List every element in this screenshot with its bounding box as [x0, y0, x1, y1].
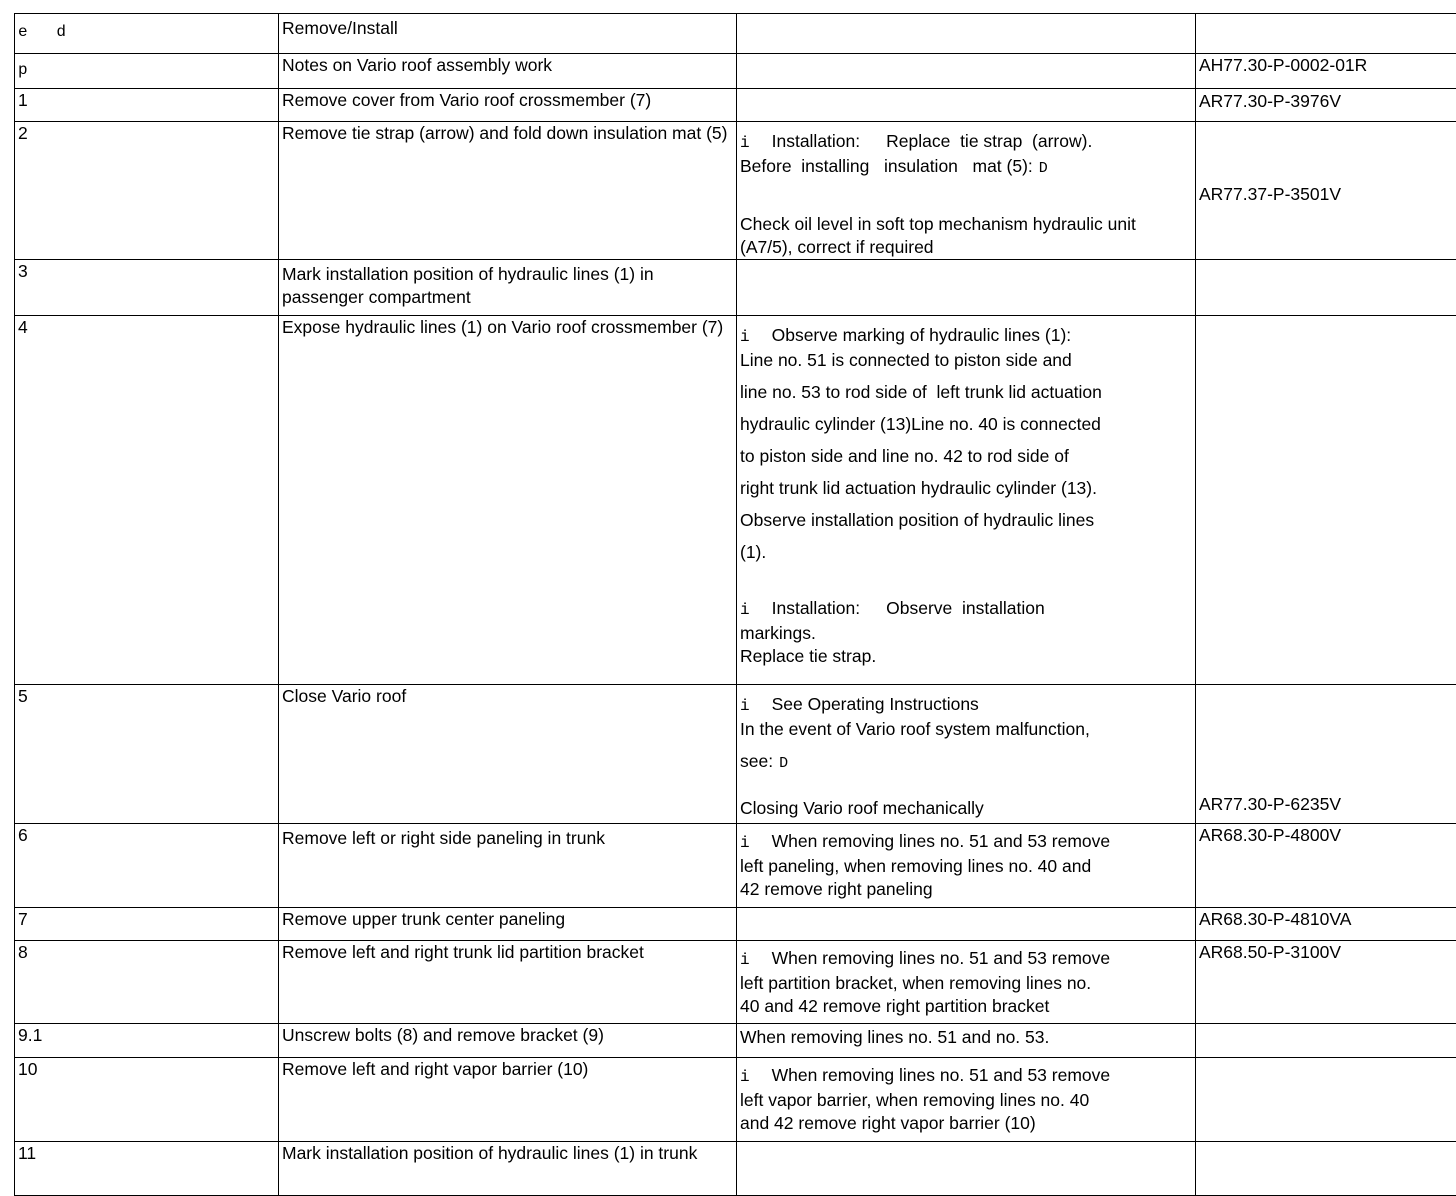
note-text: 42 remove right paneling [740, 879, 933, 899]
note-line [740, 718, 1191, 741]
step-description [279, 824, 737, 908]
description-text: Remove/Install [282, 18, 398, 38]
description-text: Close Vario roof [282, 686, 406, 706]
step-number [15, 14, 279, 54]
reference-cell [1196, 1058, 1456, 1142]
step-number [15, 54, 279, 89]
step-number [15, 824, 279, 908]
table-row [15, 1058, 1456, 1142]
step-description [279, 1142, 737, 1196]
info-label: See Operating Instructions [772, 694, 979, 714]
note-line [740, 622, 1191, 645]
document-link-icon[interactable]: D [1039, 160, 1048, 177]
description-text: Remove upper trunk center paneling [282, 909, 565, 929]
step-description [279, 54, 737, 89]
note-text: Closing Vario roof mechanically [740, 798, 984, 818]
info-label: Observe marking of hydraulic lines (1): [772, 325, 1072, 345]
step-notes [737, 14, 1196, 54]
info-label: When removing lines no. 51 and 53 remove [772, 948, 1111, 968]
info-icon: i [740, 328, 750, 346]
note-text: Line no. 51 is connected to piston side and [740, 350, 1072, 370]
step-number [15, 1024, 279, 1058]
reference-link[interactable]: AR77.30-P-6235V [1199, 793, 1456, 816]
step-description [279, 260, 737, 316]
reference-link[interactable]: AH77.30-P-0002-01R [1199, 54, 1456, 77]
step-description [279, 941, 737, 1024]
note-text: Before installing insulation mat (5): [740, 156, 1033, 176]
info-note [740, 597, 1191, 622]
info-note [740, 1064, 1191, 1089]
step-description [279, 1058, 737, 1142]
description-text: Mark installation position of hydraulic lines (1) in trunk [282, 1143, 697, 1163]
info-icon: i [740, 697, 750, 715]
note-line [740, 1089, 1191, 1112]
step-label: 4 [18, 317, 28, 337]
reference-cell [1196, 908, 1456, 941]
step-number [15, 89, 279, 122]
step-number [15, 685, 279, 824]
note-line [740, 972, 1191, 995]
note-text: Replace tie strap. [740, 646, 876, 666]
step-label: 9.1 [18, 1025, 42, 1045]
info-label: When removing lines no. 51 and 53 remove [772, 1065, 1111, 1085]
info-label: Installation: [772, 598, 861, 618]
table-row [15, 824, 1456, 908]
info-icon: i [740, 1068, 750, 1086]
reference-link[interactable]: AR68.50-P-3100V [1199, 941, 1456, 964]
note-text: left partition bracket, when removing lines no. [740, 973, 1091, 993]
description-text: Remove left and right trunk lid partition bracket [282, 942, 644, 962]
description-text: Mark installation position of hydraulic lines (1) in passenger compartment [282, 264, 654, 307]
info-label: When removing lines no. 51 and 53 remove [772, 831, 1111, 851]
reference-cell [1196, 89, 1456, 122]
note-line [740, 995, 1191, 1018]
table-row [15, 685, 1456, 824]
note-text: hydraulic cylinder (13)Line no. 40 is connected [740, 414, 1101, 434]
note-line [740, 797, 1191, 820]
step-label: 5 [18, 686, 28, 706]
step-notes [737, 1058, 1196, 1142]
note-text: In the event of Vario roof system malfunction, [740, 719, 1090, 739]
note-text: Observe installation position of hydraulic lines [740, 510, 1094, 530]
table-row [15, 1142, 1456, 1196]
note-line [740, 855, 1191, 878]
step-notes [737, 260, 1196, 316]
table-row [15, 89, 1456, 122]
note-text: When removing lines no. 51 and no. 53. [740, 1027, 1049, 1047]
note-line [740, 878, 1191, 901]
step-description [279, 122, 737, 260]
info-note [740, 324, 1191, 349]
reference-cell [1196, 316, 1456, 685]
table-row [15, 316, 1456, 685]
step-notes [737, 941, 1196, 1024]
step-label: 2 [18, 123, 28, 143]
step-number [15, 908, 279, 941]
step-notes [737, 908, 1196, 941]
note-text: left vapor barrier, when removing lines no. 40 [740, 1090, 1089, 1110]
step-number [15, 122, 279, 260]
note-line [740, 1112, 1191, 1135]
note-text: left paneling, when removing lines no. 40 and [740, 856, 1091, 876]
step-notes [737, 1142, 1196, 1196]
info-note [740, 947, 1191, 972]
step-notes [737, 316, 1196, 685]
note-line [740, 541, 1191, 564]
step-notes [737, 122, 1196, 260]
info-label: Installation: [772, 131, 861, 151]
info-icon: i [740, 134, 750, 152]
reference-link[interactable]: AR77.37-P-3501V [1199, 183, 1456, 206]
step-description [279, 1024, 737, 1058]
step-number [15, 941, 279, 1024]
note-line [740, 1026, 1191, 1049]
description-text: Expose hydraulic lines (1) on Vario roof crossmember (7) [282, 317, 723, 337]
step-number [15, 260, 279, 316]
reference-cell [1196, 122, 1456, 260]
step-number [15, 1142, 279, 1196]
step-description [279, 14, 737, 54]
info-note [740, 130, 1191, 155]
note-text: 40 and 42 remove right partition bracket [740, 996, 1049, 1016]
step-notes [737, 89, 1196, 122]
step-notes [737, 824, 1196, 908]
reference-cell [1196, 14, 1456, 54]
note-line [740, 645, 1191, 668]
note-text: and 42 remove right vapor barrier (10) [740, 1113, 1036, 1133]
note-line [740, 213, 1191, 259]
note-line [740, 509, 1191, 532]
info-icon: i [740, 834, 750, 852]
step-description [279, 316, 737, 685]
reference-cell [1196, 824, 1456, 908]
reference-cell [1196, 941, 1456, 1024]
note-text: see: [740, 751, 773, 771]
step-description [279, 685, 737, 824]
step-description [279, 908, 737, 941]
step-label: 10 [18, 1059, 37, 1079]
note-text: markings. [740, 623, 816, 643]
reference-cell [1196, 260, 1456, 316]
note-line [740, 477, 1191, 500]
description-text: Remove left and right vapor barrier (10) [282, 1059, 588, 1079]
note-text: (1). [740, 542, 766, 562]
note-line [740, 750, 1191, 775]
step-label: 6 [18, 825, 28, 845]
description-text: Remove tie strap (arrow) and fold down insulation mat (5) [282, 123, 727, 143]
note-text: line no. 53 to rod side of left trunk lid actuation [740, 382, 1102, 402]
info-icon: i [740, 601, 750, 619]
step-label: 8 [18, 942, 28, 962]
note-line [740, 349, 1191, 372]
step-description [279, 89, 737, 122]
step-label: 7 [18, 909, 28, 929]
note-text: right trunk lid actuation hydraulic cylinder (13). [740, 478, 1097, 498]
description-text: Notes on Vario roof assembly work [282, 55, 552, 75]
note-text: Observe installation [886, 598, 1045, 618]
info-icon: i [740, 951, 750, 969]
step-label: p [18, 59, 28, 82]
step-number [15, 316, 279, 685]
note-line [740, 381, 1191, 404]
description-text: Remove left or right side paneling in trunk [282, 828, 605, 848]
reference-cell [1196, 54, 1456, 89]
reference-cell [1196, 1024, 1456, 1058]
procedure-table [14, 13, 1456, 1196]
note-line [740, 413, 1191, 436]
step-number [15, 1058, 279, 1142]
note-line [740, 445, 1191, 468]
table-row [15, 260, 1456, 316]
table-row [15, 14, 1456, 54]
note-text: to piston side and line no. 42 to rod side of [740, 446, 1069, 466]
description-text: Unscrew bolts (8) and remove bracket (9) [282, 1025, 604, 1045]
note-line [740, 155, 1191, 180]
reference-link[interactable]: AR68.30-P-4800V [1199, 824, 1456, 847]
info-note [740, 693, 1191, 718]
description-text: Remove cover from Vario roof crossmember (7) [282, 90, 651, 110]
step-label: 1 [18, 90, 28, 110]
document-link-icon[interactable]: D [779, 755, 788, 772]
reference-link[interactable]: AR77.30-P-3976V [1199, 90, 1456, 113]
table-row [15, 1024, 1456, 1058]
step-notes [737, 54, 1196, 89]
step-label: 3 [18, 261, 28, 281]
note-text: Replace tie strap (arrow). [886, 131, 1092, 151]
note-text: Check oil level in soft top mechanism hydraulic unit (A7/5), correct if required [740, 214, 1141, 257]
table-row [15, 908, 1456, 941]
table-row [15, 122, 1456, 260]
step-label: 11 [18, 1143, 36, 1163]
step-notes [737, 1024, 1196, 1058]
reference-cell [1196, 685, 1456, 824]
step-notes [737, 685, 1196, 824]
procedure-rows [15, 14, 1456, 1196]
step-label: e d [18, 21, 66, 44]
table-row [15, 54, 1456, 89]
reference-link[interactable]: AR68.30-P-4810VA [1199, 908, 1456, 931]
table-row [15, 941, 1456, 1024]
reference-cell [1196, 1142, 1456, 1196]
info-note [740, 830, 1191, 855]
